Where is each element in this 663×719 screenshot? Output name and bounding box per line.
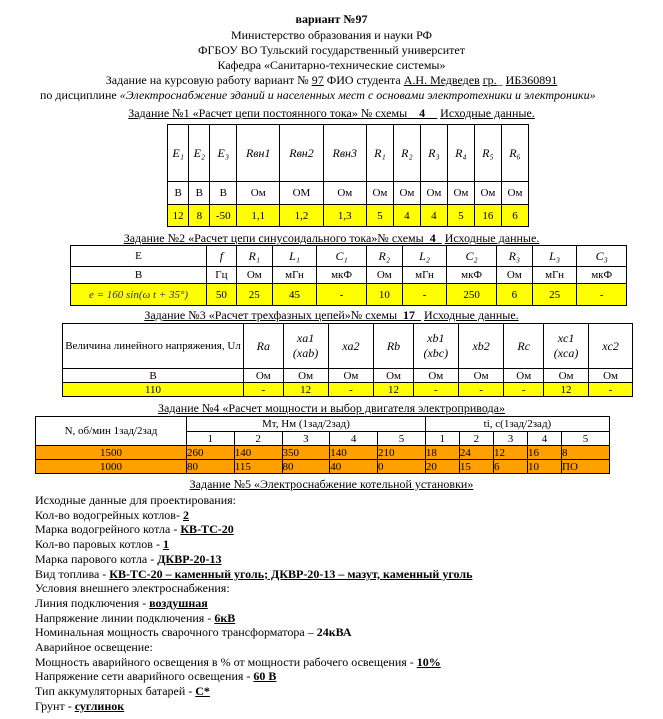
task3-value: 110: [63, 383, 244, 397]
task3-value: -: [504, 383, 544, 397]
task2-header: C₂: [447, 246, 497, 267]
task5-em-voltage: Напряжение сети аварийного освещения - 60 В: [35, 669, 277, 684]
discipline-line: по дисциплине «Электроснабжение зданий и населенных мест с основами электротехники и электроники»: [40, 88, 596, 102]
task5-emergency: Аварийное освещение:: [35, 640, 153, 655]
ministry-line: Министерство образования и науки РФ: [230, 28, 433, 42]
task5-welding: Номинальная мощность сварочного трансформатора – 24кВА: [35, 625, 352, 640]
task5-water-count: Кол-во водогрейных котлов- 2: [35, 507, 189, 522]
task2-unit: мкФ: [447, 267, 497, 284]
task4-title: Задание №4 «Расчет мощности и выбор двигателя электропривода»: [158, 401, 505, 415]
task1-header: E₁: [168, 125, 189, 182]
task4-cell: 12: [493, 446, 527, 460]
task4-col: 3: [282, 432, 330, 446]
task4-cell: 80: [282, 460, 330, 474]
task1-value: 8: [189, 205, 210, 227]
task2-unit: мкФ: [317, 267, 367, 284]
task3-header: xa1 (xab): [283, 324, 328, 369]
university-line: ФГБОУ ВО Тульский государственный университет: [198, 43, 465, 57]
task1-header: R₆: [501, 125, 528, 182]
task4-cell: 10: [527, 460, 561, 474]
task3-header: Rb: [374, 324, 414, 369]
task5-water-brand: Марка водогрейного котла - КВ-ТС-20: [35, 522, 234, 537]
task5-voltage: Напряжение линии подключения - 6кВ: [35, 610, 236, 625]
task2-table: [70, 245, 627, 306]
task2-value: 10: [366, 284, 402, 306]
task2-values-row: [71, 284, 627, 306]
task3-unit: Ом: [504, 369, 544, 383]
task2-value: 250: [447, 284, 497, 306]
task1-value: 1,2: [280, 205, 323, 227]
task2-header: L₂: [402, 246, 447, 267]
task1-value: 6: [501, 205, 528, 227]
task1-unit: Ом: [323, 182, 366, 205]
task2-header: f: [207, 246, 237, 267]
task4-cell: 80: [187, 460, 235, 474]
task2-unit: мГн: [402, 267, 447, 284]
task4-n-label: N, об/мин 1зад/2зад: [36, 417, 187, 446]
task5-title: Задание №5 «Электроснабжение котельной установки»: [189, 477, 474, 491]
task5-line-type: Линия подключения - воздушная: [35, 595, 208, 610]
task4-cell: 115: [234, 460, 282, 474]
task4-cell: 140: [330, 446, 378, 460]
task1-unit: Ом: [393, 182, 420, 205]
task3-value: -: [328, 383, 374, 397]
department-line: Кафедра «Санитарно-технические системы»: [217, 58, 446, 72]
task4-col: 1: [187, 432, 235, 446]
task1-unit: ОМ: [280, 182, 323, 205]
task2-header-row: [71, 246, 627, 267]
task4-cell: 18: [425, 446, 459, 460]
task1-unit: В: [189, 182, 210, 205]
task1-header: Rвн3: [323, 125, 366, 182]
task3-unit: Ом: [328, 369, 374, 383]
task1-header: E₂: [189, 125, 210, 182]
task5-intro: Исходные данные для проектирования:: [35, 493, 236, 507]
task3-unit: Ом: [589, 369, 633, 383]
task2-header: E: [71, 246, 207, 267]
task1-unit: Ом: [501, 182, 528, 205]
task3-unit: Ом: [244, 369, 284, 383]
task2-value: 25: [236, 284, 272, 306]
task1-unit: Ом: [420, 182, 447, 205]
task5-soil: Грунт - суглинок: [35, 698, 125, 713]
task1-header: R₄: [447, 125, 474, 182]
task5-list: [35, 493, 472, 714]
task4-col: 5: [378, 432, 426, 446]
task3-header: xc1 (xca): [544, 324, 589, 369]
task3-header: Величина линейного напряжения, Uл: [63, 324, 244, 369]
task1-value: -50: [210, 205, 237, 227]
task3-value: 12: [283, 383, 328, 397]
task2-header: C₁: [317, 246, 367, 267]
task2-title: Задание №2 «Расчет цепи синусоидального тока»№ схемы_4_ Исходные данные.: [123, 231, 540, 245]
task3-header: xb1 (xbc): [413, 324, 458, 369]
task2-value: 6: [496, 284, 532, 306]
task2-header: L₃: [532, 246, 577, 267]
task1-header: R₂: [393, 125, 420, 182]
task3-table: [62, 323, 633, 397]
task2-unit: мГн: [272, 267, 317, 284]
task5-em-power: Мощность аварийного освещения в % от мощности рабочего освещения - 10%: [35, 654, 441, 669]
task4-row: [36, 446, 610, 460]
task1-value: 5: [366, 205, 393, 227]
task5-steam-count: Кол-во паровых котлов - 1: [35, 537, 169, 552]
task5-fuel: Вид топлива - КВ-ТС-20 – каменный уголь; ДКВР-20-13 – мазут, каменный уголь: [35, 566, 473, 581]
task2-header: C₃: [577, 246, 627, 267]
task3-header: xa2: [328, 324, 374, 369]
task4-cell: 40: [330, 460, 378, 474]
task5-conditions: Условия внешнего электроснабжения:: [35, 581, 230, 596]
task3-value: 12: [374, 383, 414, 397]
task2-value: -: [317, 284, 367, 306]
task1-value: 4: [420, 205, 447, 227]
task4-col: 5: [562, 432, 610, 446]
task1-value: 1,3: [323, 205, 366, 227]
task1-value: 5: [447, 205, 474, 227]
task4-cell: 0: [378, 460, 426, 474]
task3-unit: Ом: [544, 369, 589, 383]
task4-cell: 350: [282, 446, 330, 460]
task4-n: 1500: [36, 446, 187, 460]
task1-header-row: [168, 125, 529, 182]
task4-cell: ПО: [562, 460, 610, 474]
task1-values-row: [168, 205, 529, 227]
task1-unit: Ом: [366, 182, 393, 205]
task4-table: [35, 416, 610, 474]
task4-cell: 140: [234, 446, 282, 460]
task1-table: [167, 124, 529, 227]
task3-value: -: [589, 383, 633, 397]
task2-unit: Ом: [496, 267, 532, 284]
task2-unit: Ом: [236, 267, 272, 284]
variant-title: вариант №97: [295, 12, 368, 26]
task4-col: 4: [330, 432, 378, 446]
task1-value: 1,1: [237, 205, 280, 227]
task5-battery: Тип аккумуляторных батарей - С*: [35, 684, 210, 699]
task1-value: 16: [474, 205, 501, 227]
task3-title: Задание №3 «Расчет трехфазных цепей»№ схемы_17_ Исходные данные.: [144, 308, 519, 322]
task2-header: L₁: [272, 246, 317, 267]
task4-n: 1000: [36, 460, 187, 474]
task2-value: -: [577, 284, 627, 306]
task3-header: Rc: [504, 324, 544, 369]
task3-value: 12: [544, 383, 589, 397]
task2-value: 45: [272, 284, 317, 306]
task4-col: 4: [527, 432, 561, 446]
task4-cell: 6: [493, 460, 527, 474]
task2-unit: мГн: [532, 267, 577, 284]
task4-header-row: [36, 417, 610, 432]
task3-value: -: [244, 383, 284, 397]
task2-unit: В: [71, 267, 207, 284]
task2-header: R₂: [366, 246, 402, 267]
task4-cell: 210: [378, 446, 426, 460]
task2-header: R₁: [236, 246, 272, 267]
task3-value: -: [458, 383, 504, 397]
task1-header: Rвн1: [237, 125, 280, 182]
task1-unit: В: [210, 182, 237, 205]
task2-units-row: [71, 267, 627, 284]
task3-units-row: [63, 369, 633, 383]
task4-cell: 24: [459, 446, 493, 460]
task3-header: Ra: [244, 324, 284, 369]
task1-header: Rвн2: [280, 125, 323, 182]
task2-unit: мкФ: [577, 267, 627, 284]
task3-header: xb2: [458, 324, 504, 369]
task4-cell: 15: [459, 460, 493, 474]
task2-value: 50: [207, 284, 237, 306]
task4-col: 1: [425, 432, 459, 446]
task4-row: [36, 460, 610, 474]
task1-unit: Ом: [474, 182, 501, 205]
task2-header: R₃: [496, 246, 532, 267]
task1-unit: Ом: [447, 182, 474, 205]
task2-unit: Ом: [366, 267, 402, 284]
task4-col: 3: [493, 432, 527, 446]
task3-header: xc2: [589, 324, 633, 369]
task2-value-formula: e = 160 sin(ω t + 35°): [71, 284, 207, 306]
task4-cell: 8: [562, 446, 610, 460]
task4-cell: 260: [187, 446, 235, 460]
task1-value: 4: [393, 205, 420, 227]
task3-values-row: [63, 383, 633, 397]
task1-units-row: [168, 182, 529, 205]
task2-unit: Гц: [207, 267, 237, 284]
task2-value: 25: [532, 284, 577, 306]
task1-value: 12: [168, 205, 189, 227]
assignment-line: Задание на курсовую работу вариант № 97 ФИО студента А.Н. Медведев гр._ ИБ360891: [105, 73, 558, 87]
task1-title: Задание №1 «Расчет цепи постоянного тока» № схемы__4__ Исходные данные.: [128, 106, 535, 120]
task1-unit: В: [168, 182, 189, 205]
task3-unit: Ом: [413, 369, 458, 383]
task4-col: 2: [459, 432, 493, 446]
task4-cell: 20: [425, 460, 459, 474]
task4-m-label: Мт, Нм (1зад/2зад): [187, 417, 426, 432]
task3-header-row: [63, 324, 633, 369]
task2-value: -: [402, 284, 447, 306]
task1-header: R₅: [474, 125, 501, 182]
task3-unit: Ом: [283, 369, 328, 383]
task1-header: R₃: [420, 125, 447, 182]
task3-unit: Ом: [374, 369, 414, 383]
task4-col: 2: [234, 432, 282, 446]
task1-header: E₃: [210, 125, 237, 182]
task3-value: -: [413, 383, 458, 397]
task5-steam-brand: Марка парового котла - ДКВР-20-13: [35, 551, 222, 566]
task1-unit: Ом: [237, 182, 280, 205]
task3-unit: В: [63, 369, 244, 383]
task4-cell: 16: [527, 446, 561, 460]
task4-t-label: ti, с(1зад/2зад): [425, 417, 609, 432]
task1-header: R₁: [366, 125, 393, 182]
task3-unit: Ом: [458, 369, 504, 383]
